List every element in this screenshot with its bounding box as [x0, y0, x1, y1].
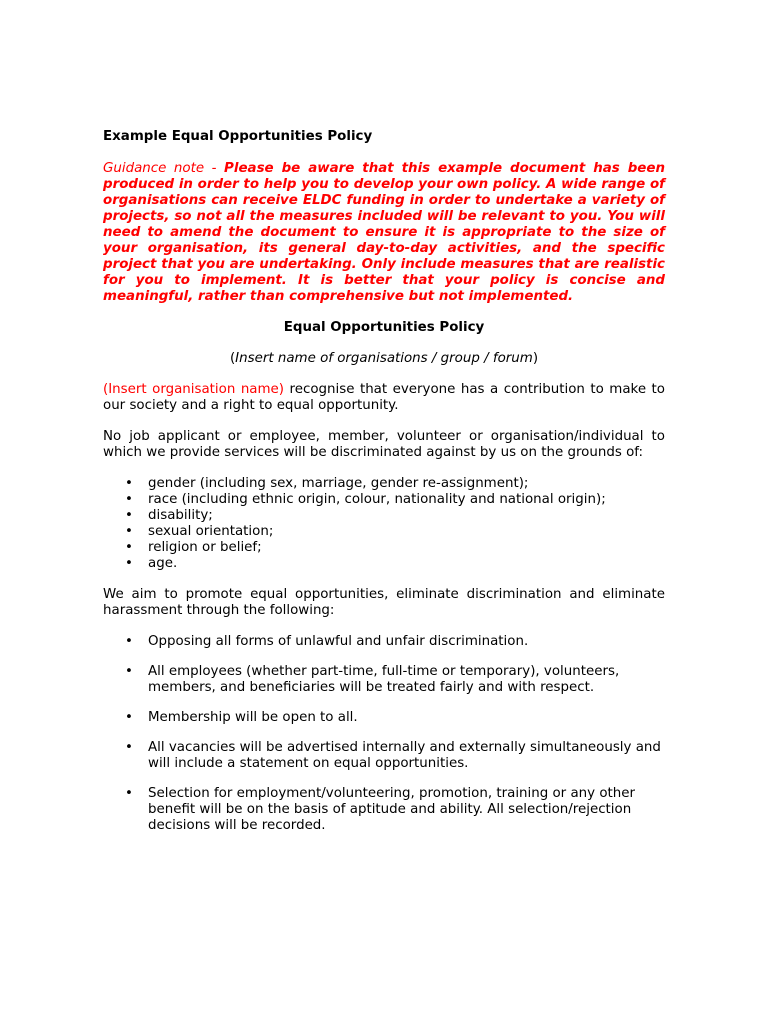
list-item: • age. [125, 556, 178, 571]
insert-close-paren: ) [532, 351, 539, 366]
policy-title: Equal Opportunities Policy [283, 320, 485, 335]
insert-org-line [103, 351, 665, 367]
bullet-icon: • [125, 740, 133, 755]
no-discrimination-paragraph: No job applicant or employee, member, volunteer or organisation/individual to which we provide services will be discriminated against by us on the grounds of: [103, 429, 665, 460]
list-item: • disability; [125, 508, 213, 523]
bullet-icon: • [125, 492, 133, 507]
guidance-label: Guidance note - [103, 161, 225, 176]
list-item: • All employees (whether part-time, full-time or temporary), volunteers, members, and beneficiaries will be treated fairly and with respect. [125, 664, 620, 695]
bullet-icon: • [125, 634, 133, 649]
measures-list [103, 634, 665, 834]
org-name-placeholder: (Insert organisation name) [103, 382, 285, 397]
document-title: Example Equal Opportunities Policy [103, 129, 373, 144]
list-item: • All vacancies will be advertised internally and externally simultaneously and will include a statement on equal opportunities. [125, 740, 661, 771]
bullet-icon: • [125, 556, 133, 571]
bullet-icon: • [125, 710, 133, 725]
bullet-icon: • [125, 524, 133, 539]
bullet-icon: • [125, 508, 133, 523]
insert-open-paren: ( [229, 351, 236, 366]
bullet-icon: • [125, 476, 133, 491]
insert-org-placeholder: Insert name of organisations / group / forum [235, 351, 533, 366]
list-item: • gender (including sex, marriage, gender re-assignment); [125, 476, 529, 491]
bullet-icon: • [125, 786, 133, 801]
guidance-text: Please be aware that this example document has been produced in order to help you to develop your own policy. A wide range of organisations can receive ELDC funding in order to undertake a variety of projects, so not all the measures included will be relevant to you. You will need to amend the document to ensure it is appropriate to the size of your organisation, its general day-to-day activities, and the specific project that you are undertaking. Only include measures that are realistic for you to implement. It is better that your policy is concise and meaningful, rather than comprehensive but not implemented. [103, 161, 665, 304]
list-item: • sexual orientation; [125, 524, 274, 539]
intro-paragraph [103, 382, 665, 414]
list-item: • Membership will be open to all. [125, 710, 358, 725]
list-item: • race (including ethnic origin, colour, nationality and national origin); [125, 492, 606, 507]
list-item: • Selection for employment/volunteering, promotion, training or any other benefit will be on the basis of aptitude and ability. All selection/rejection decisions will be recorded. [125, 786, 635, 833]
grounds-list [103, 476, 665, 572]
bullet-icon: • [125, 664, 133, 679]
bullet-icon: • [125, 540, 133, 555]
guidance-note [103, 161, 665, 305]
list-item: • religion or belief; [125, 540, 262, 555]
list-item: • Opposing all forms of unlawful and unfair discrimination. [125, 634, 529, 649]
intro-text: recognise that everyone has a contribution to make to our society and a right to equal opportunity. [103, 382, 665, 413]
aim-paragraph: We aim to promote equal opportunities, eliminate discrimination and eliminate harassment through the following: [103, 587, 665, 618]
